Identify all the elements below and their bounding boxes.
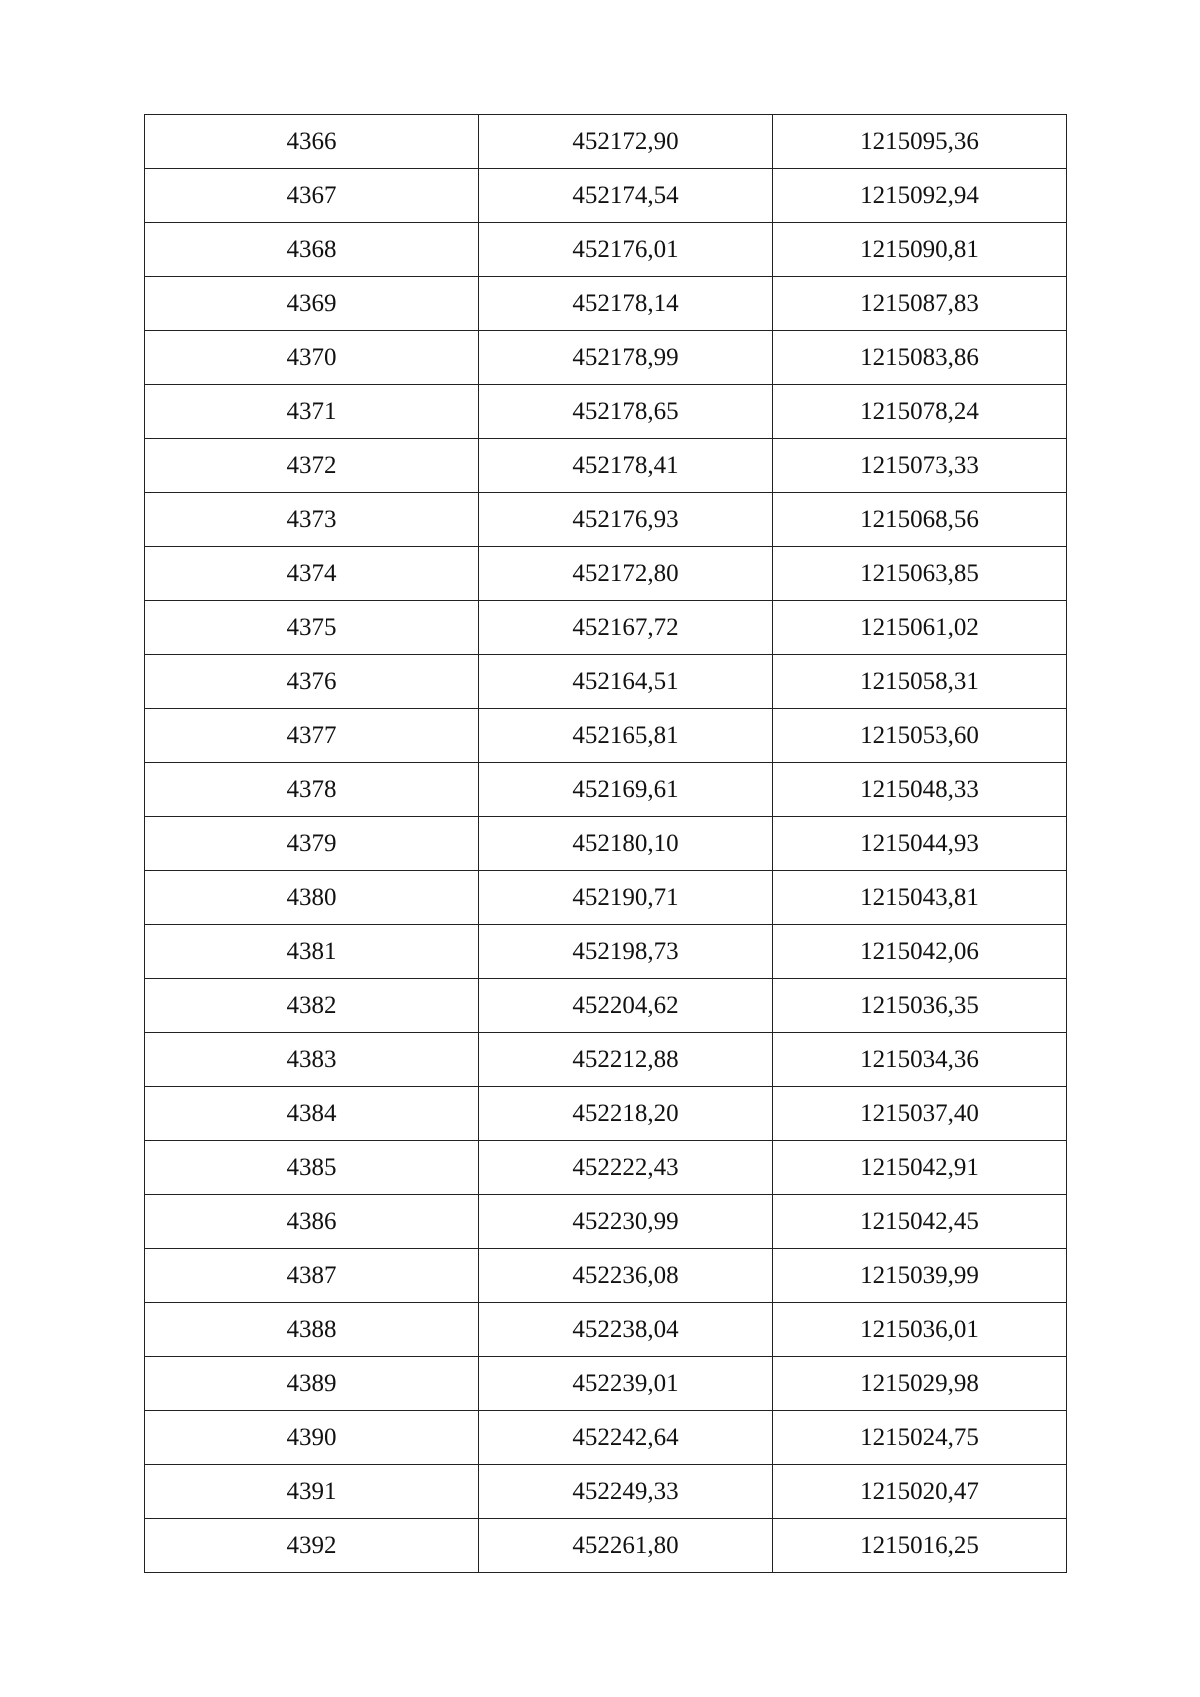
x-coordinate-cell: 452172,90 — [479, 115, 773, 169]
x-coordinate-cell: 452169,61 — [479, 763, 773, 817]
x-coordinate-cell: 452165,81 — [479, 709, 773, 763]
table-row — [145, 763, 1067, 817]
point-number-cell: 4366 — [145, 115, 479, 169]
point-number-cell: 4388 — [145, 1303, 479, 1357]
point-number-cell: 4392 — [145, 1519, 479, 1573]
x-coordinate-cell: 452167,72 — [479, 601, 773, 655]
x-coordinate-cell: 452176,01 — [479, 223, 773, 277]
point-number-cell: 4368 — [145, 223, 479, 277]
y-coordinate-cell: 1215083,86 — [773, 331, 1067, 385]
table-row — [145, 1087, 1067, 1141]
table-row — [145, 1249, 1067, 1303]
x-coordinate-cell: 452242,64 — [479, 1411, 773, 1465]
table-row — [145, 1141, 1067, 1195]
coordinates-table-body — [145, 115, 1067, 1573]
x-coordinate-cell: 452176,93 — [479, 493, 773, 547]
point-number-cell: 4369 — [145, 277, 479, 331]
x-coordinate-cell: 452190,71 — [479, 871, 773, 925]
point-number-cell: 4385 — [145, 1141, 479, 1195]
y-coordinate-cell: 1215092,94 — [773, 169, 1067, 223]
y-coordinate-cell: 1215042,91 — [773, 1141, 1067, 1195]
point-number-cell: 4390 — [145, 1411, 479, 1465]
y-coordinate-cell: 1215061,02 — [773, 601, 1067, 655]
point-number-cell: 4374 — [145, 547, 479, 601]
x-coordinate-cell: 452249,33 — [479, 1465, 773, 1519]
y-coordinate-cell: 1215073,33 — [773, 439, 1067, 493]
y-coordinate-cell: 1215090,81 — [773, 223, 1067, 277]
point-number-cell: 4389 — [145, 1357, 479, 1411]
table-row — [145, 1303, 1067, 1357]
point-number-cell: 4378 — [145, 763, 479, 817]
x-coordinate-cell: 452178,41 — [479, 439, 773, 493]
table-row — [145, 115, 1067, 169]
x-coordinate-cell: 452174,54 — [479, 169, 773, 223]
x-coordinate-cell: 452180,10 — [479, 817, 773, 871]
table-row — [145, 709, 1067, 763]
x-coordinate-cell: 452172,80 — [479, 547, 773, 601]
y-coordinate-cell: 1215058,31 — [773, 655, 1067, 709]
y-coordinate-cell: 1215042,06 — [773, 925, 1067, 979]
point-number-cell: 4383 — [145, 1033, 479, 1087]
y-coordinate-cell: 1215016,25 — [773, 1519, 1067, 1573]
y-coordinate-cell: 1215029,98 — [773, 1357, 1067, 1411]
point-number-cell: 4387 — [145, 1249, 479, 1303]
table-row — [145, 979, 1067, 1033]
point-number-cell: 4381 — [145, 925, 479, 979]
y-coordinate-cell: 1215063,85 — [773, 547, 1067, 601]
point-number-cell: 4367 — [145, 169, 479, 223]
point-number-cell: 4386 — [145, 1195, 479, 1249]
table-row — [145, 169, 1067, 223]
table-row — [145, 223, 1067, 277]
point-number-cell: 4372 — [145, 439, 479, 493]
point-number-cell: 4391 — [145, 1465, 479, 1519]
point-number-cell: 4371 — [145, 385, 479, 439]
table-row — [145, 1411, 1067, 1465]
table-row — [145, 871, 1067, 925]
table-row — [145, 1465, 1067, 1519]
table-row — [145, 385, 1067, 439]
table-row — [145, 1033, 1067, 1087]
point-number-cell: 4379 — [145, 817, 479, 871]
x-coordinate-cell: 452212,88 — [479, 1033, 773, 1087]
table-row — [145, 277, 1067, 331]
point-number-cell: 4375 — [145, 601, 479, 655]
x-coordinate-cell: 452238,04 — [479, 1303, 773, 1357]
table-row — [145, 817, 1067, 871]
y-coordinate-cell: 1215024,75 — [773, 1411, 1067, 1465]
point-number-cell: 4377 — [145, 709, 479, 763]
y-coordinate-cell: 1215048,33 — [773, 763, 1067, 817]
y-coordinate-cell: 1215036,01 — [773, 1303, 1067, 1357]
table-row — [145, 1357, 1067, 1411]
point-number-cell: 4373 — [145, 493, 479, 547]
y-coordinate-cell: 1215034,36 — [773, 1033, 1067, 1087]
table-row — [145, 331, 1067, 385]
x-coordinate-cell: 452204,62 — [479, 979, 773, 1033]
y-coordinate-cell: 1215043,81 — [773, 871, 1067, 925]
x-coordinate-cell: 452236,08 — [479, 1249, 773, 1303]
point-number-cell: 4380 — [145, 871, 479, 925]
y-coordinate-cell: 1215037,40 — [773, 1087, 1067, 1141]
point-number-cell: 4376 — [145, 655, 479, 709]
y-coordinate-cell: 1215078,24 — [773, 385, 1067, 439]
y-coordinate-cell: 1215044,93 — [773, 817, 1067, 871]
x-coordinate-cell: 452178,99 — [479, 331, 773, 385]
x-coordinate-cell: 452222,43 — [479, 1141, 773, 1195]
point-number-cell: 4370 — [145, 331, 479, 385]
y-coordinate-cell: 1215053,60 — [773, 709, 1067, 763]
x-coordinate-cell: 452239,01 — [479, 1357, 773, 1411]
point-number-cell: 4384 — [145, 1087, 479, 1141]
x-coordinate-cell: 452178,65 — [479, 385, 773, 439]
table-row — [145, 1195, 1067, 1249]
table-row — [145, 493, 1067, 547]
y-coordinate-cell: 1215095,36 — [773, 115, 1067, 169]
table-row — [145, 655, 1067, 709]
point-number-cell: 4382 — [145, 979, 479, 1033]
x-coordinate-cell: 452230,99 — [479, 1195, 773, 1249]
coordinates-table — [144, 114, 1067, 1573]
y-coordinate-cell: 1215042,45 — [773, 1195, 1067, 1249]
y-coordinate-cell: 1215036,35 — [773, 979, 1067, 1033]
x-coordinate-cell: 452261,80 — [479, 1519, 773, 1573]
x-coordinate-cell: 452218,20 — [479, 1087, 773, 1141]
x-coordinate-cell: 452178,14 — [479, 277, 773, 331]
y-coordinate-cell: 1215039,99 — [773, 1249, 1067, 1303]
x-coordinate-cell: 452198,73 — [479, 925, 773, 979]
table-row — [145, 601, 1067, 655]
y-coordinate-cell: 1215087,83 — [773, 277, 1067, 331]
y-coordinate-cell: 1215020,47 — [773, 1465, 1067, 1519]
table-row — [145, 547, 1067, 601]
table-row — [145, 1519, 1067, 1573]
table-row — [145, 925, 1067, 979]
x-coordinate-cell: 452164,51 — [479, 655, 773, 709]
table-row — [145, 439, 1067, 493]
y-coordinate-cell: 1215068,56 — [773, 493, 1067, 547]
